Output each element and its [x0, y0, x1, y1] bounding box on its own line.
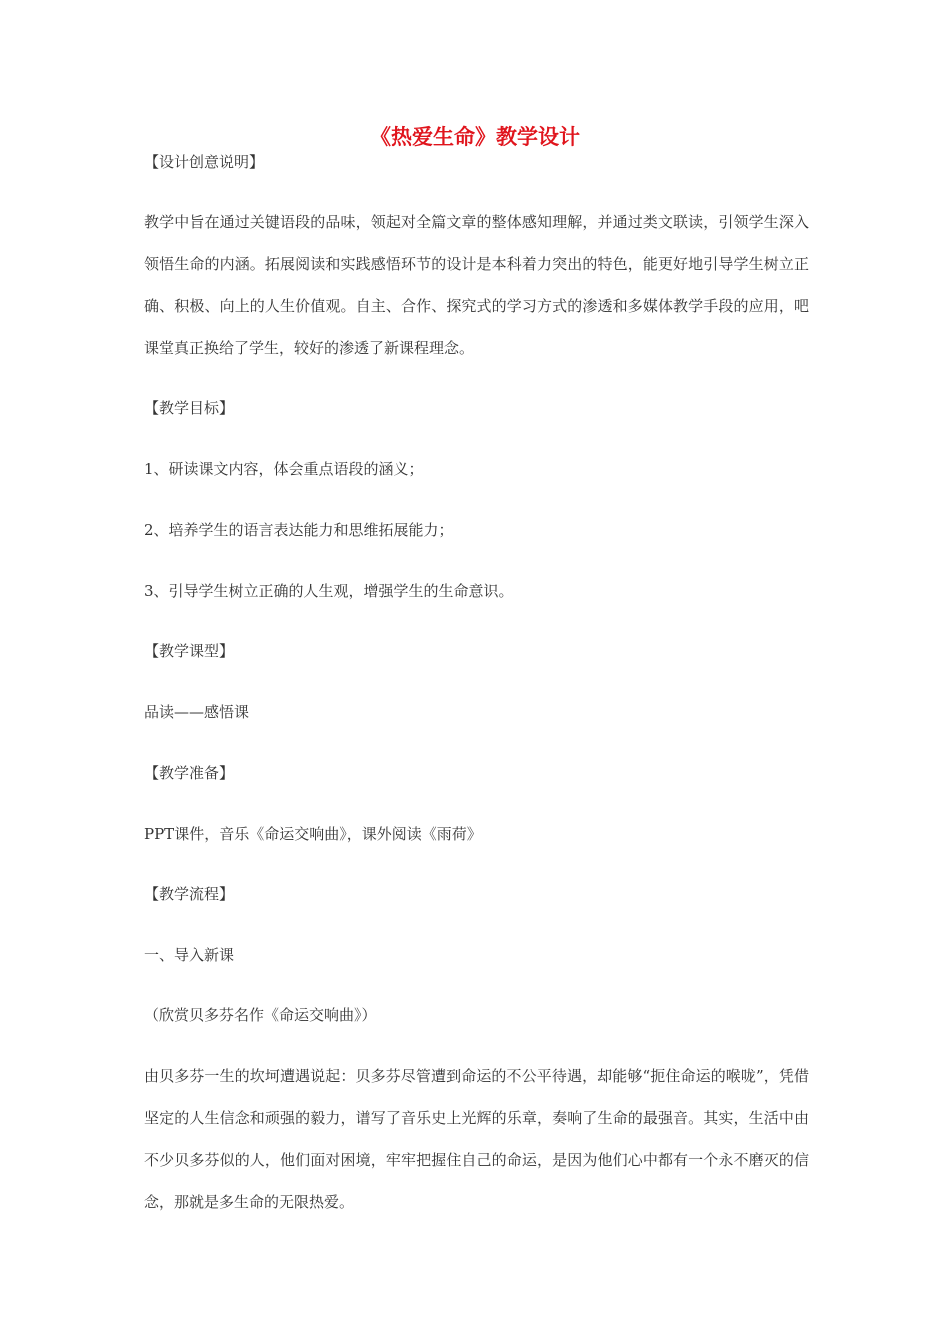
section-heading-prep: 【教学准备】 [144, 764, 235, 782]
section-heading-goals: 【教学目标】 [144, 399, 235, 417]
prep-text: PPT课件，音乐《命运交响曲》，课外阅读《雨荷》 [144, 825, 482, 843]
section-heading-design: 【设计创意说明】 [144, 153, 265, 171]
document-title: 《热爱生命》教学设计 [370, 125, 580, 149]
goal-item-1: 1、研读课文内容，体会重点语段的涵义； [144, 460, 424, 478]
section-heading-type: 【教学课型】 [144, 642, 235, 660]
flow-step-1-note: （欣赏贝多芬名作《命运交响曲》） [144, 1006, 377, 1024]
goal-item-3: 3、引导学生树立正确的人生观，增强学生的生命意识。 [144, 582, 514, 600]
lesson-type-text: 品读——感悟课 [144, 703, 250, 721]
design-paragraph: 教学中旨在通过关键语段的品味，领起对全篇文章的整体感知理解，并通过类文联读，引领学生深入领悟生命的内涵。拓展阅读和实践感悟环节的设计是本科着力突出的特色，能更好地引导学生树立正确、积极、向上的人生价值观。自主、合作、探究式的学习方式的渗透和多媒体教学手段的应用，吧课堂真正换给了学生，较好的渗透了新课程理念。 [144, 213, 809, 357]
flow-step-1-paragraph: 由贝多芬一生的坎坷遭遇说起：贝多芬尽管遭到命运的不公平待遇，却能够“扼住命运的喉咙”，凭借坚定的人生信念和顽强的毅力，谱写了音乐史上光辉的乐章，奏响了生命的最强音。其实，生活中由不少贝多芬似的人，他们面对困境，牢牢把握住自己的命运，是因为他们心中都有一个永不磨灭的信念，那就是多生命的无限热爱。 [144, 1067, 809, 1211]
goal-item-2: 2、培养学生的语言表达能力和思维拓展能力； [144, 521, 454, 539]
section-heading-flow: 【教学流程】 [144, 885, 235, 903]
flow-step-1-heading: 一、导入新课 [144, 946, 235, 964]
